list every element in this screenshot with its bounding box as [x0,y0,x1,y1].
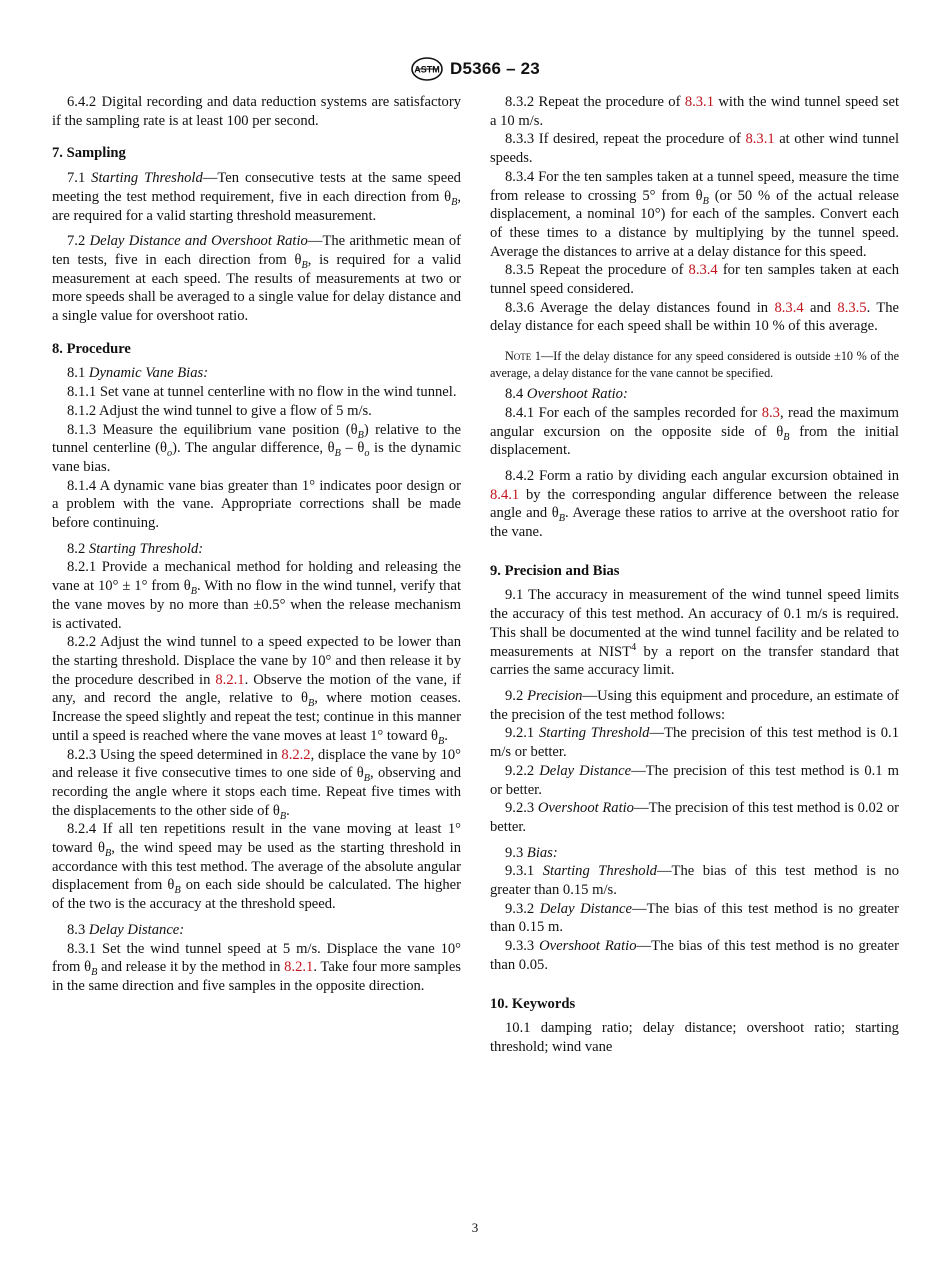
para-8-1-3: 8.1.3 Measure the equilibrium vane position $(\theta_B)$ relative to the tunnel centerline $(\theta_o)$. The angular difference, $\theta_B - \theta_o$ is the dynamic vane bias. [52,421,461,475]
astm-logo-text: ASTM [414,64,440,75]
para-8-1-4: 8.1.4 A dynamic vane bias greater than 1° indicates poor design or a problem with the vane. Appropriate corrections shall be made before continuing. [52,477,462,532]
para-9-2-1: 9.2.1 Starting Threshold—The precision of this test method is 0.1 m/s or better. [490,725,900,761]
para-8-2-3: 8.2.3 Using the speed determined in 8.2.2, displace the vane by 10° and release it five consecutive times to one side of $\theta_B$, observing and recording the angle where it stops each time. Repeat five times with the displacements to the other side of $\theta_B$. [52,746,461,822]
para-9-2: 9.2 Precision—Using this equipment and procedure, an estimate of the precision of the test method follows: [490,687,899,723]
para-7-2: 7.2 Delay Distance and Overshoot Ratio—The arithmetic mean of ten tests, five in each direction from $\theta_B$, is required for a valid measurement at each speed. The results of measurements at two or more speeds shall be averaged to a single value for delay distance and a single value for overshoot ratio. [52,233,461,325]
link-8-3-4-b[interactable]: 8.3.4 [774,299,804,316]
note-1: Note 1—If the delay distance for any speed considered is outside ±10 % of the average, a delay distance for the vane cannot be specified. [490,349,900,380]
para-8-2-2: 8.2.2 Adjust the wind tunnel to a speed expected to be lower than the starting threshold. Displace the vane by 10° and then release it by the procedure described in 8.2.1. Observe the motion of the vane, if any, and record the angle, relative to $\theta_B$, where motion ceases. Increase the speed slightly and repeat the test; continue in this manner until a speed is reached where the vane moves at least 1° toward $\theta_B$. [52,634,462,747]
para-8-2-4: 8.2.4 If all ten repetitions result in the vane moving at least 1° toward $\theta_B$, the wind speed may be used as the starting threshold in accordance with this test method. The average of the absolute angular displacement from $\theta_B$ on each side should be calculated. The higher of the two is the accuracy at the threshold speed. [52,821,462,913]
astm-logo-icon [410,57,444,81]
para-8-1-2: 8.1.2 Adjust the wind tunnel to give a flow of 5 m/s. [67,402,372,419]
para-8-3: 8.3 Delay Distance: [67,921,185,938]
para-8-2: 8.2 Starting Threshold: [67,540,204,557]
para-8-3-2: 8.3.2 Repeat the procedure of 8.3.1 with the wind tunnel speed set a 10 m/s. [490,94,899,129]
para-8-2-1: 8.2.1 Provide a mechanical method for holding and releasing the vane at 10° ± 1° from $\theta_B$. With no flow in the wind tunnel, verify that the vane moves by no more than ±0.5° when the release mechanism is activated. [52,559,462,632]
para-9-2-3: 9.2.3 Overshoot Ratio—The precision of this test method is 0.02 or better. [490,800,899,835]
para-6-4-2: 6.4.2 Digital recording and data reduction systems are satisfactory if the sampling rate is at least 100 per second. [52,94,461,129]
para-8-3-3: 8.3.3 If desired, repeat the procedure of 8.3.1 at other wind tunnel speeds. [490,131,900,167]
link-8-2-2[interactable]: 8.2.2 [281,746,311,763]
para-8-4: 8.4 Overshoot Ratio: [505,386,628,403]
para-8-3-4: 8.3.4 For the ten samples taken at a tunnel speed, measure the time from release to crossing 5° from $\theta_B$ (or 50 % of the actual release displacement, a nominal 10°) for each of the samples. Convert each of these times to a distance by multiplying by the tunnel speed. Average the distances to arrive at a delay distance for this speed. [490,168,900,260]
para-9-3-3: 9.3.3 Overshoot Ratio—The bias of this test method is no greater than 0.05. [490,938,899,973]
para-8-4-2: 8.4.2 Form a ratio by dividing each angular excursion obtained in 8.4.1 by the corresponding angular difference between the release angle and $\theta_B$. Average these ratios to arrive at the overshoot ratio for the vane. [490,467,899,541]
link-8-3-5[interactable]: 8.3.5 [837,299,867,316]
para-9-2-2: 9.2.2 Delay Distance—The precision of this test method is 0.1 m or better. [490,762,899,798]
link-8-3-1-b[interactable]: 8.3.1 [745,131,775,148]
link-8-4-1[interactable]: 8.4.1 [490,486,520,503]
page-header [0,56,950,82]
para-8-1: 8.1 Dynamic Vane Bias: [67,365,209,382]
para-8-3-5: 8.3.5 Repeat the procedure of 8.3.4 for ten samples taken at each tunnel speed considered. [490,262,900,298]
page-number: 3 [471,1220,479,1235]
para-8-4-1: 8.4.1 For each of the samples recorded for 8.3, read the maximum angular excursion on the opposite side of $\theta_B$ from the initial displacement. [490,404,899,459]
para-7-1: 7.1 Starting Threshold—Ten consecutive tests at the same speed meeting the test method requirement, five in each direction from $\theta_B$, are required for a valid starting threshold measurement. [52,170,461,224]
link-8-2-1-b[interactable]: 8.2.1 [284,959,314,976]
section-10-title: 10. Keywords [490,995,576,1012]
document-number: D5366 – 23 [450,59,540,78]
para-9-3-2: 9.3.2 Delay Distance—The bias of this test method is no greater than 0.15 m. [490,900,900,936]
link-8-3[interactable]: 8.3 [761,404,780,421]
section-7-title: 7. Sampling [52,145,126,162]
section-9-title: 9. Precision and Bias [490,562,620,579]
para-9-3: 9.3 Bias: [505,844,558,861]
left-column [52,93,461,996]
para-9-1: 9.1 The accuracy in measurement of the wind tunnel speed limits the accuracy of this test method. An accuracy of 0.1 m/s is required. This shall be documented at the wind tunnel facility and be related to measurements at NIST$^4$ by a report on the transfer standard that carries the same accuracy limit. [490,587,899,679]
para-8-1-1: 8.1.1 Set vane at tunnel centerline with no flow in the wind tunnel. [67,384,457,401]
section-8-title: 8. Procedure [52,340,131,357]
para-8-3-1: 8.3.1 Set the wind tunnel speed at 5 m/s. Displace the vane 10° from $\theta_B$ and release it by the method in 8.2.1. Take four more samples in the same direction and five samples in the opposite direction. [52,940,461,994]
link-8-3-1[interactable]: 8.3.1 [684,94,714,110]
para-9-3-1: 9.3.1 Starting Threshold—The bias of this test method is no greater than 0.15 m/s. [490,863,899,899]
right-column [490,93,899,1057]
link-8-2-1[interactable]: 8.2.1 [215,671,245,688]
link-8-3-4[interactable]: 8.3.4 [688,262,718,279]
para-10-1: 10.1 damping ratio; delay distance; overshoot ratio; starting threshold; wind vane [490,1020,899,1055]
para-8-3-6: 8.3.6 Average the delay distances found in 8.3.4 and 8.3.5. The delay distance for each speed shall be within 10 % of this average. [490,299,900,335]
